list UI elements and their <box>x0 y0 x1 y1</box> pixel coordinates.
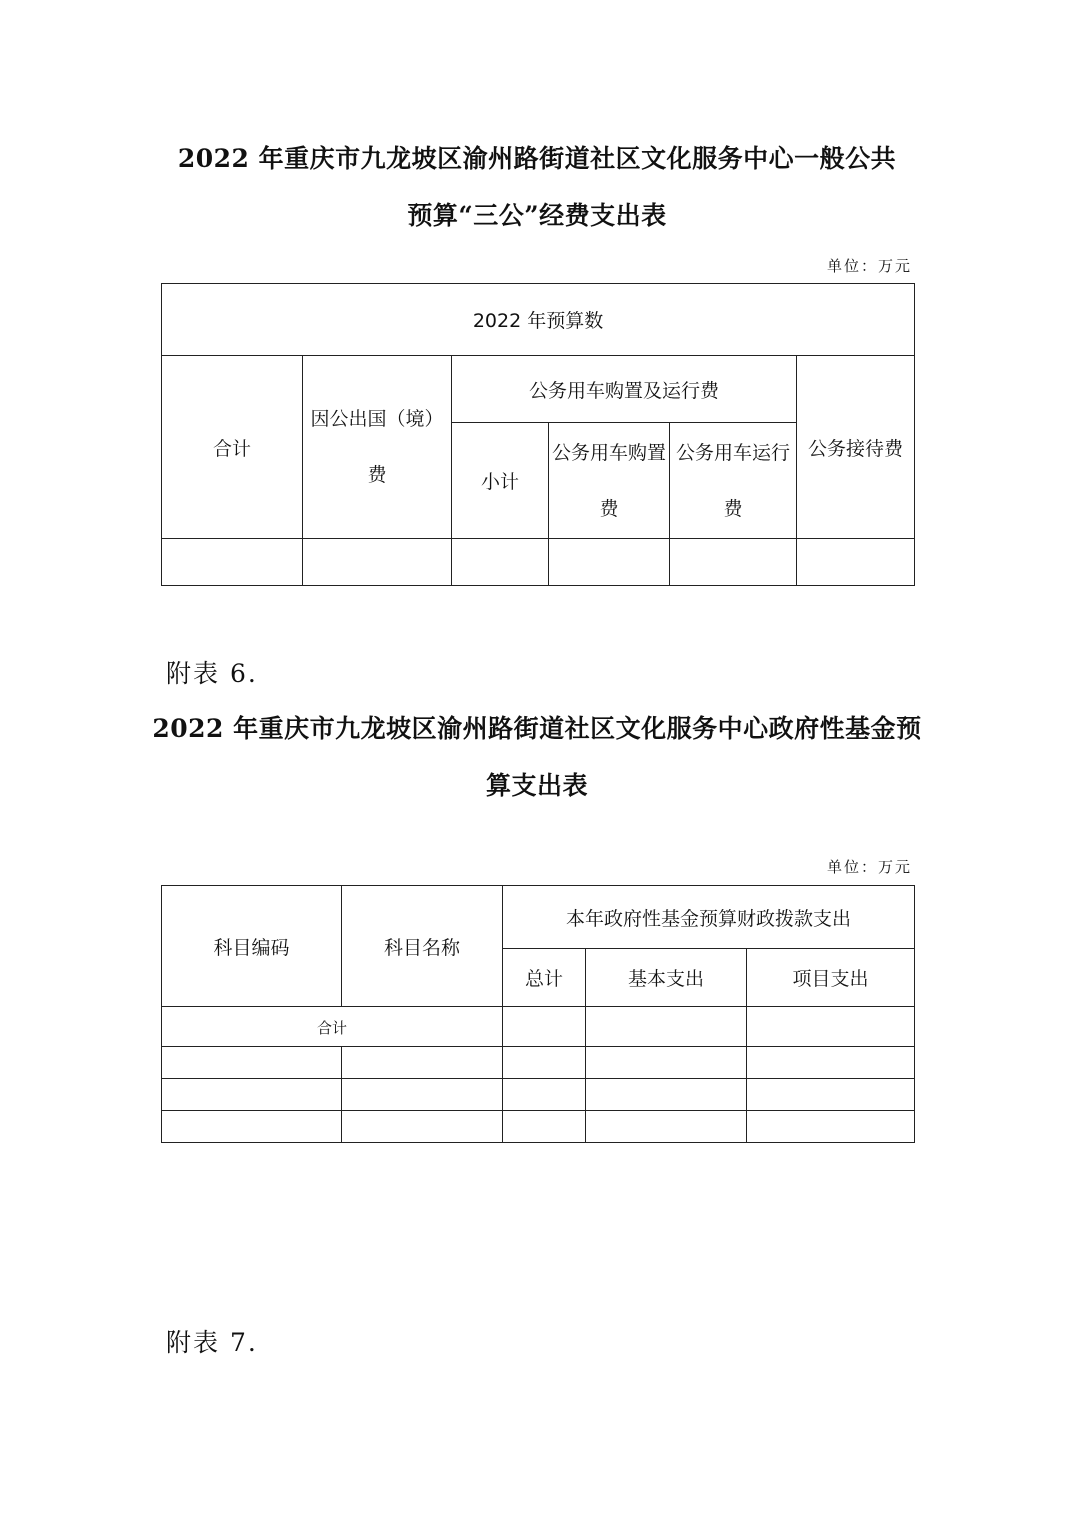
annex7-label: 附表 7. <box>166 1328 258 1357</box>
government-fund-expense-table <box>161 885 915 1143</box>
annex6-title-line1: 2022 年重庆市九龙坡区渝州路街道社区文化服务中心政府性基金预 <box>152 714 922 743</box>
section1-title-line1: 2022 年重庆市九龙坡区渝州路街道社区文化服务中心一般公共 <box>177 144 897 173</box>
table-cell <box>162 1047 342 1079</box>
header-abroad-expense: 因公出国（境）费 <box>303 356 452 539</box>
table-cell <box>586 1007 747 1047</box>
table-cell <box>342 1111 503 1143</box>
header-subtotal: 小计 <box>452 423 549 539</box>
table-cell <box>586 1111 747 1143</box>
three-public-expenses-table <box>161 283 915 586</box>
table-cell <box>342 1079 503 1111</box>
table-cell <box>162 1079 342 1111</box>
table-cell <box>503 1079 586 1111</box>
table-cell <box>303 539 452 586</box>
table-row <box>162 1079 915 1111</box>
table-cell <box>797 539 915 586</box>
header-reception-expense: 公务接待费 <box>797 356 915 539</box>
table-cell <box>747 1079 915 1111</box>
table-cell <box>452 539 549 586</box>
table-row <box>162 1047 915 1079</box>
total-row <box>162 1007 915 1047</box>
header-project-expense: 项目支出 <box>747 949 915 1007</box>
header-vehicle-operation: 公务用车运行费 <box>670 423 797 539</box>
header-subject-code: 科目编码 <box>162 886 342 1007</box>
section1-unit-label: 单位：万元 <box>826 257 912 275</box>
header-vehicle-group: 公务用车购置及运行费 <box>452 356 797 423</box>
header-basic-expense: 基本支出 <box>586 949 747 1007</box>
annex6-unit-label: 单位：万元 <box>826 858 912 876</box>
header-subject-name: 科目名称 <box>342 886 503 1007</box>
table-row <box>162 1111 915 1143</box>
section1-title-line2: 预算“三公”经费支出表 <box>407 201 667 230</box>
table-cell <box>586 1079 747 1111</box>
table-cell <box>747 1007 915 1047</box>
table-cell <box>342 1047 503 1079</box>
header-vehicle-purchase: 公务用车购置费 <box>549 423 670 539</box>
annex6-label: 附表 6. <box>166 659 258 688</box>
header-total: 合计 <box>162 356 303 539</box>
table-cell <box>549 539 670 586</box>
table-cell <box>747 1047 915 1079</box>
annex6-title-line2: 算支出表 <box>485 771 588 800</box>
table-cell <box>162 539 303 586</box>
table-cell <box>670 539 797 586</box>
budget-year-header: 2022 年预算数 <box>162 284 915 356</box>
table-cell <box>586 1047 747 1079</box>
total-row-label: 合计 <box>162 1007 503 1047</box>
table-cell <box>162 1111 342 1143</box>
table-cell <box>747 1111 915 1143</box>
header-fund-group: 本年政府性基金预算财政拨款支出 <box>503 886 915 949</box>
table-cell <box>503 1111 586 1143</box>
header-grand-total: 总计 <box>503 949 586 1007</box>
table-cell <box>503 1047 586 1079</box>
table-row <box>162 539 915 586</box>
table-cell <box>503 1007 586 1047</box>
